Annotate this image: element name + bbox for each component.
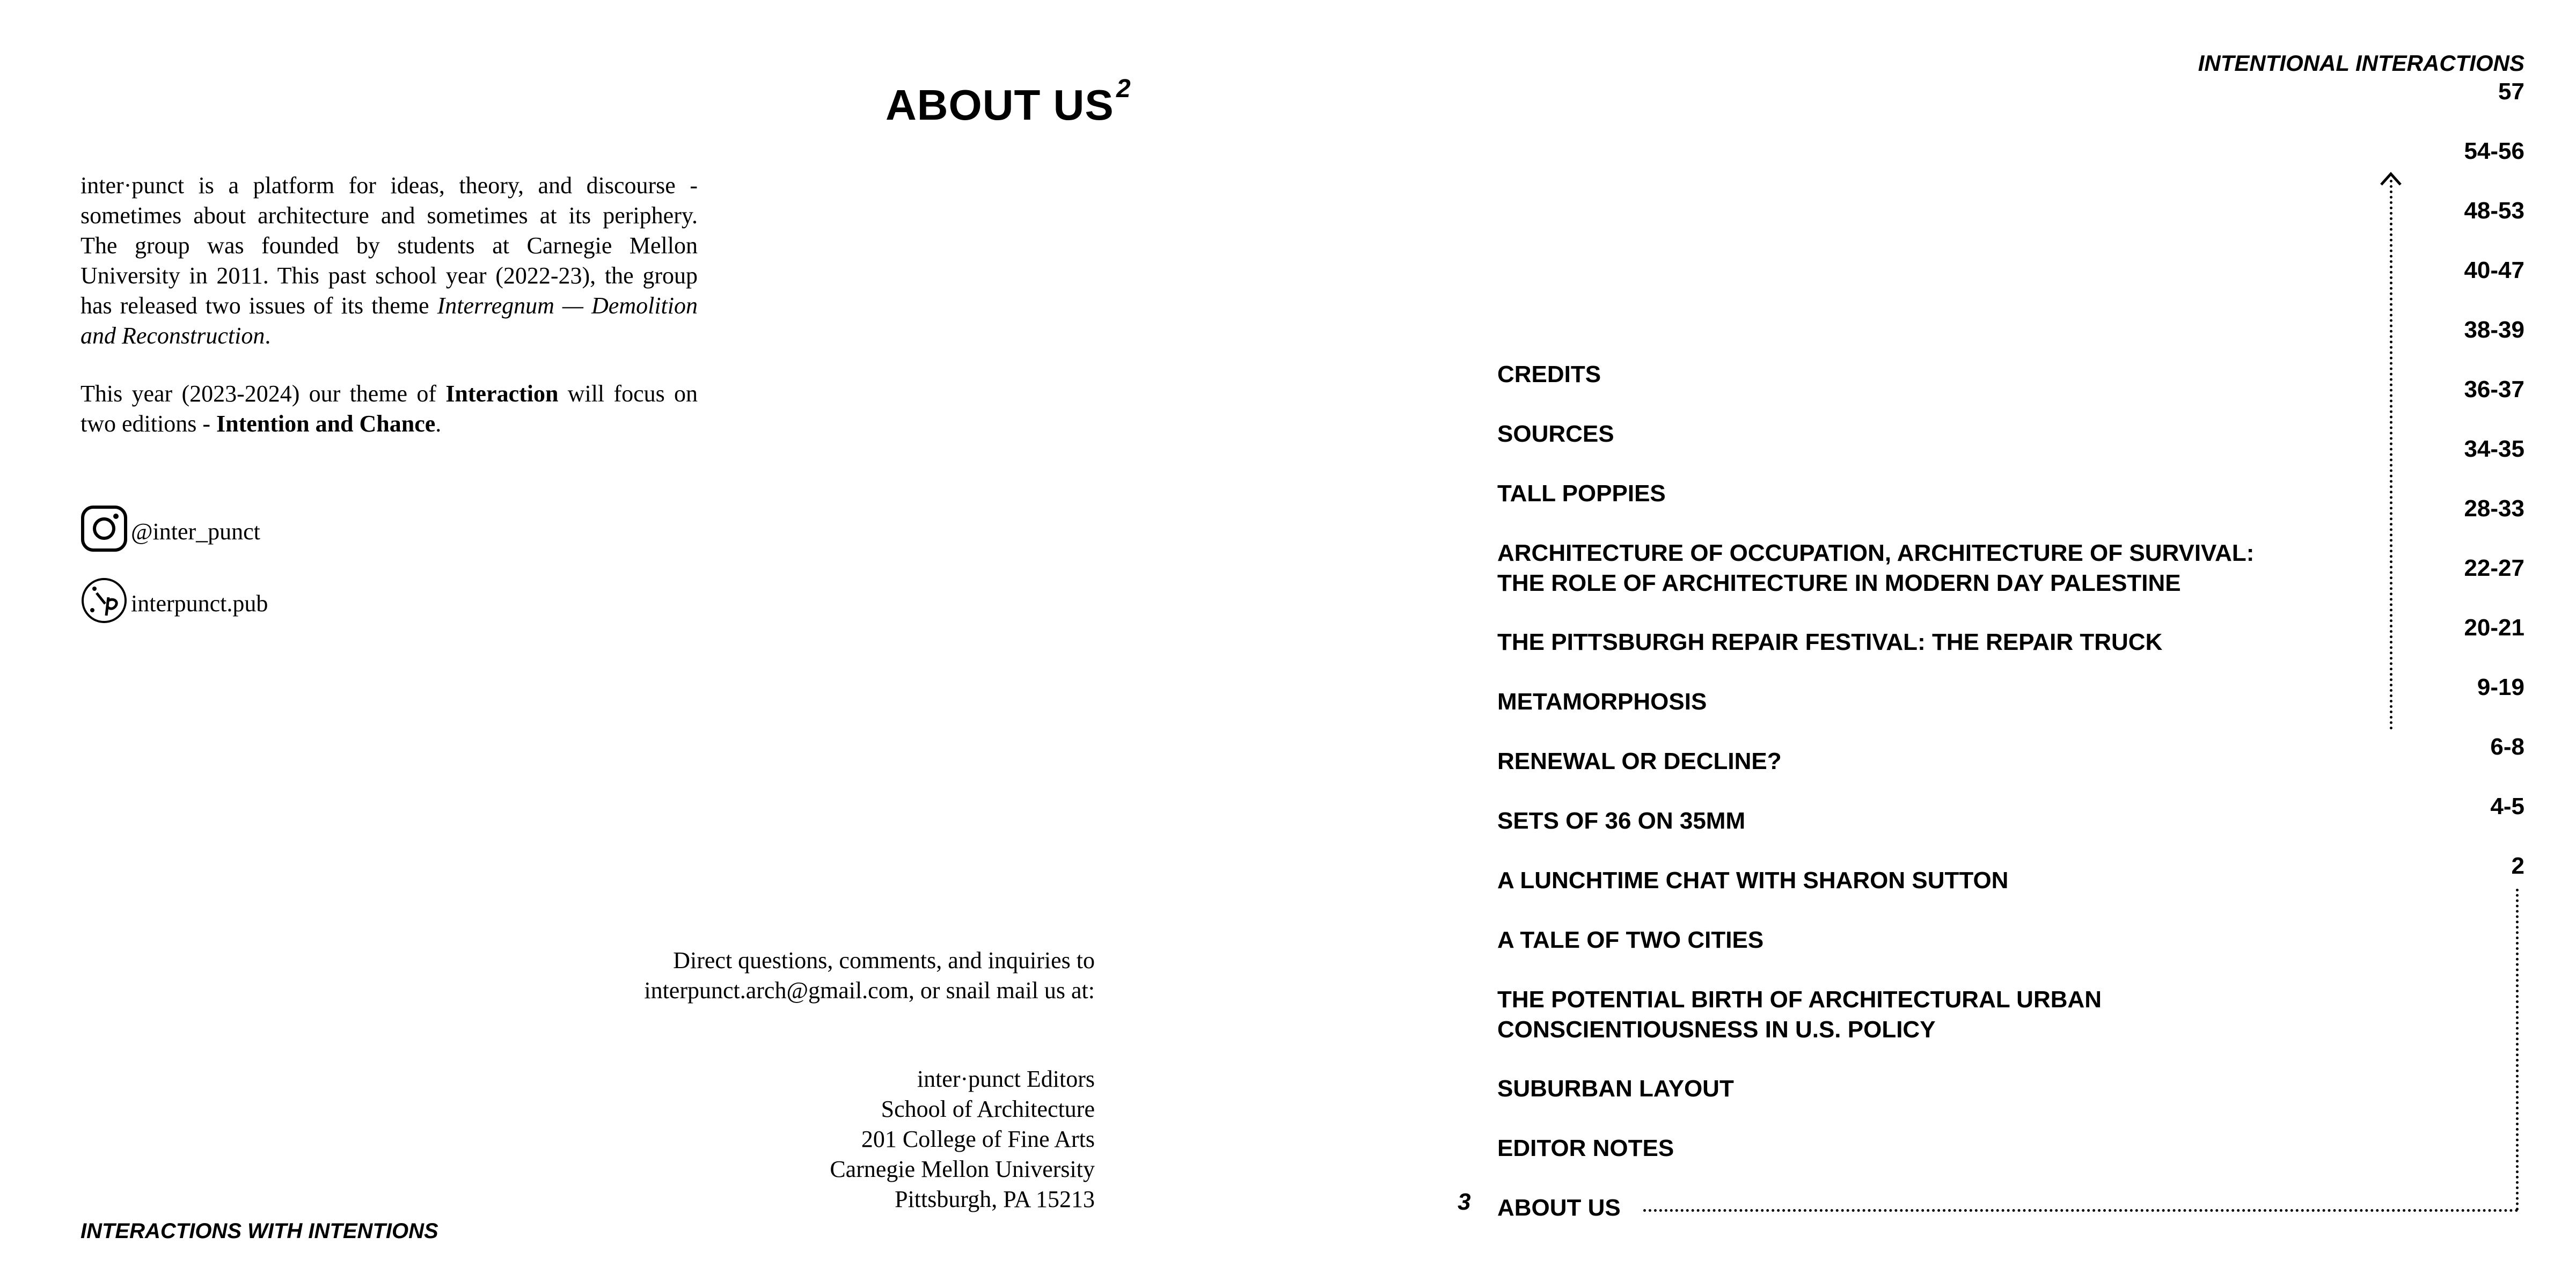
intro-paragraph (80, 171, 698, 351)
toc-item[interactable] (1497, 627, 2162, 657)
toc-item[interactable] (1497, 985, 2102, 1045)
instagram-handle: @inter_punct (131, 518, 260, 545)
toc-item[interactable] (1497, 419, 1614, 449)
toc-item[interactable] (1497, 806, 1745, 836)
toc-item-title: THE POTENTIAL BIRTH OF ARCHITECTURAL URBAN (1497, 986, 2102, 1013)
intro-text-end: . (265, 323, 271, 349)
instagram-icon (80, 505, 128, 558)
mailing-address (558, 1064, 1095, 1214)
toc-page-number: 48-53 (2464, 197, 2524, 224)
toc-item[interactable] (1497, 538, 2254, 598)
intro-text: inter·punct is a platform for ideas, theory, and discourse - sometimes about architecture and sometimes at its periphery. The group was founded by students at Carnegie Mellon University in 2011. This past school year (2022-23), the group has released two issues of its theme (80, 172, 698, 319)
address-line: inter·punct Editors (917, 1066, 1095, 1092)
toc-item-title: SOURCES (1497, 421, 1614, 447)
contact-line: Direct questions, comments, and inquiries to (673, 947, 1095, 974)
theme-name: Interaction (445, 380, 559, 407)
toc-item-title: CREDITS (1497, 361, 1601, 387)
contact-line: interpunct.arch@gmail.com, or snail mail us at: (644, 977, 1095, 1004)
toc-item-title: THE ROLE OF ARCHITECTURE IN MODERN DAY PALESTINE (1497, 570, 2181, 596)
instagram-link[interactable] (80, 507, 260, 556)
running-header: INTENTIONAL INTERACTIONS (2198, 50, 2524, 76)
toc-item[interactable] (1497, 1074, 1734, 1104)
toc-page-number: 4-5 (2490, 793, 2524, 819)
interpunct-logo-icon (80, 577, 128, 630)
toc-item[interactable] (1497, 747, 1782, 777)
toc-item-current[interactable] (1497, 1193, 1621, 1223)
address-line: 201 College of Fine Arts (861, 1126, 1095, 1152)
toc-item[interactable] (1497, 479, 1666, 509)
toc-item-title: A LUNCHTIME CHAT WITH SHARON SUTTON (1497, 867, 2009, 894)
toc-page-number: 22-27 (2464, 555, 2524, 581)
toc-item[interactable] (1497, 866, 2008, 896)
website-link[interactable] (80, 579, 268, 628)
address-line: School of Architecture (881, 1096, 1095, 1122)
theme-paragraph (80, 379, 698, 439)
toc-item-title: SETS OF 36 ON 35MM (1497, 808, 1746, 834)
toc-item[interactable] (1497, 360, 1601, 390)
toc-page-number: 36-37 (2464, 376, 2524, 402)
toc-item-title: SUBURBAN LAYOUT (1497, 1075, 1734, 1102)
toc-item-title: EDITOR NOTES (1497, 1135, 1674, 1161)
page-title: ABOUT US (885, 81, 1114, 129)
toc-item-title: ARCHITECTURE OF OCCUPATION, ARCHITECTURE OF SURVIVAL: (1497, 540, 2255, 566)
toc-page-number: 9-19 (2477, 674, 2524, 700)
toc-page-number: 54-56 (2464, 138, 2524, 164)
toc-item-title: CONSCIENTIOUSNESS IN U.S. POLICY (1497, 1016, 1936, 1043)
page-number: 3 (1458, 1189, 1471, 1215)
toc-item[interactable] (1497, 687, 1707, 717)
toc-item[interactable] (1497, 1133, 1674, 1163)
toc-page-number: 28-33 (2464, 495, 2524, 522)
arrow-up-icon (2379, 171, 2403, 187)
editions-names: Intention and Chance (216, 411, 436, 437)
website-text: interpunct.pub (131, 590, 268, 617)
toc-page-number: 40-47 (2464, 257, 2524, 283)
toc-page-number: 38-39 (2464, 317, 2524, 343)
toc-item-title: THE PITTSBURGH REPAIR FESTIVAL: THE REPAIR TRUCK (1497, 629, 2163, 655)
toc-item-title: ABOUT US (1497, 1195, 1621, 1221)
previous-theme-title: Interregnum — Demolition and Reconstruction (80, 292, 698, 349)
toc-item-title: RENEWAL OR DECLINE? (1497, 748, 1782, 774)
dotted-guide-line (1643, 1209, 2519, 1212)
toc-page-number: 20-21 (2464, 614, 2524, 641)
toc-item-title: TALL POPPIES (1497, 480, 1666, 507)
toc-page-number: 57 (2498, 78, 2524, 105)
toc-item-title: METAMORPHOSIS (1497, 689, 1707, 715)
theme-text-end: . (435, 411, 442, 437)
contact-info (451, 946, 1095, 1006)
page-number: 2 (1116, 75, 1131, 103)
theme-text-middle: will focus on two editions - (80, 380, 698, 437)
toc-item[interactable] (1497, 925, 1763, 955)
toc-item-title: A TALE OF TWO CITIES (1497, 927, 1764, 953)
running-footer: INTERACTIONS WITH INTENTIONS (80, 1219, 438, 1243)
theme-text: This year (2023-2024) our theme of (80, 380, 446, 407)
toc-page-number: 6-8 (2490, 734, 2524, 760)
dotted-guide-line (2390, 180, 2392, 730)
address-line: Carnegie Mellon University (830, 1156, 1095, 1182)
dotted-guide-line (2516, 889, 2519, 1211)
toc-page-number: 34-35 (2464, 436, 2524, 462)
toc-page-number: 2 (2511, 853, 2524, 879)
address-line: Pittsburgh, PA 15213 (895, 1186, 1095, 1212)
